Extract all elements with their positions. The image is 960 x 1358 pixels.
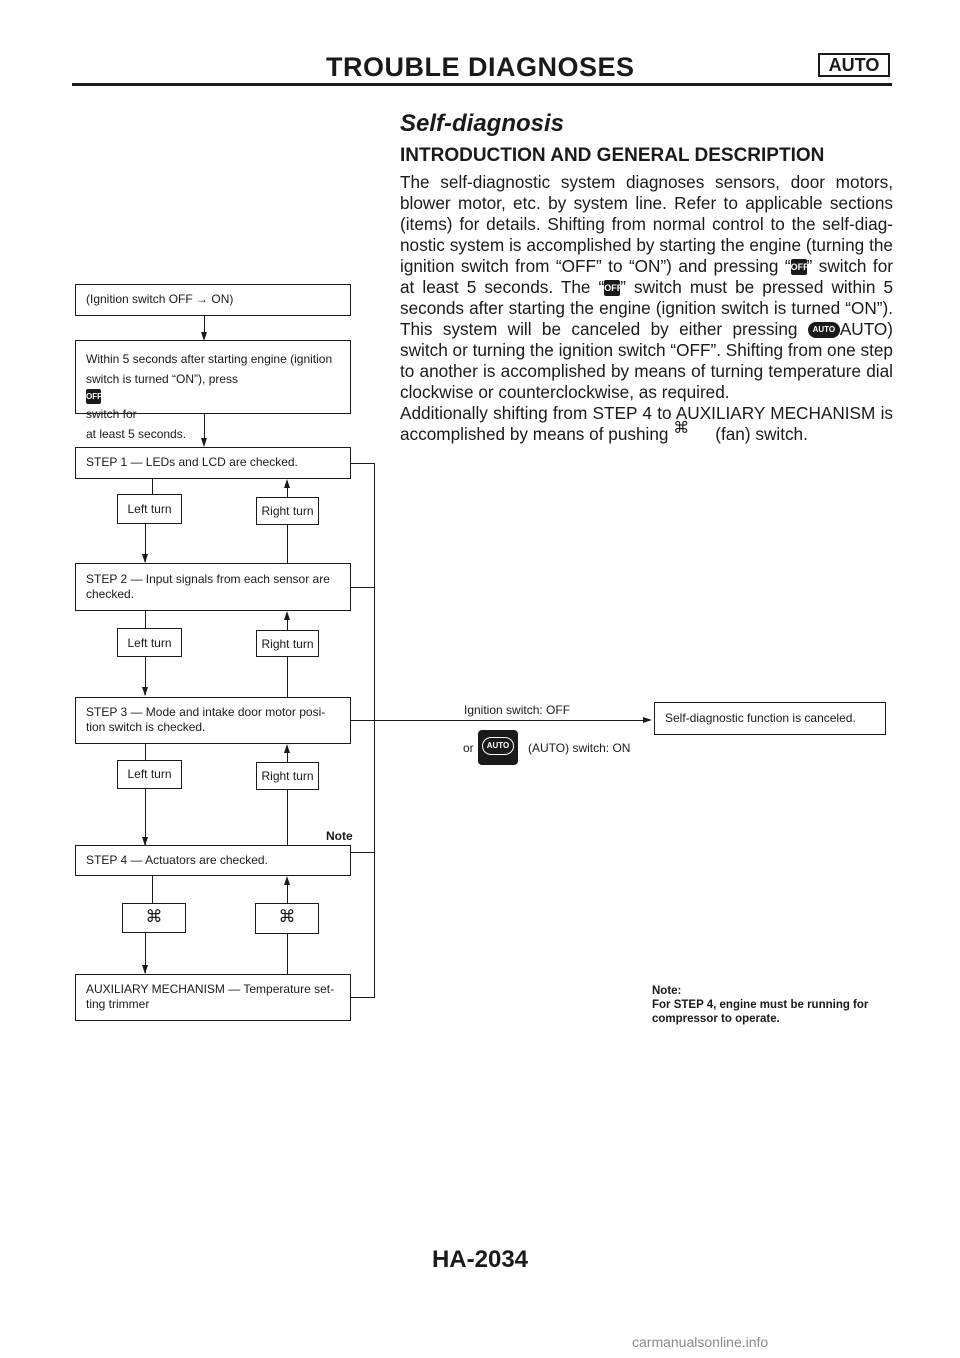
description-paragraph-2 <box>400 403 893 445</box>
off-switch-icon: OFF <box>86 389 101 404</box>
left-turn-label: Left turn <box>127 767 172 781</box>
flow-step4-text: STEP 4 — Actuators are checked. <box>86 853 268 867</box>
description-text <box>400 172 893 445</box>
flow-start-box <box>75 284 351 316</box>
page-header-title: TROUBLE DIAGNOSES <box>326 52 635 82</box>
flow-start-text: (Ignition switch OFF → ON) <box>86 292 234 306</box>
header-rule <box>72 83 892 86</box>
bracket-tick <box>351 852 375 853</box>
section-subtitle: INTRODUCTION AND GENERAL DESCRIPTION <box>400 145 825 166</box>
flow-step2-text-2: checked. <box>86 587 135 601</box>
para1-part-d: AUTO) switch or turning the ignition switch “OFF”. Shifting from one step to another is accomplished by means of turning temperature dial clockwise or counterclockwise, as required. <box>400 319 893 402</box>
description-paragraph-1 <box>400 172 893 403</box>
cancel-result-box <box>654 702 886 735</box>
auto-switch-icon-face: AUTO <box>482 737 514 755</box>
right-turn-label: Right turn <box>261 504 314 518</box>
flow-step3-text-1: STEP 3 — Mode and intake door motor posi- <box>86 705 326 719</box>
fan-switch-box <box>122 903 186 933</box>
connector-line <box>287 750 288 762</box>
flow-aux-text-2: ting trimmer <box>86 997 150 1011</box>
arrow-down-icon <box>201 438 207 447</box>
arrow-down-icon <box>142 965 148 974</box>
connector-line <box>152 479 153 494</box>
left-turn-box <box>117 628 182 657</box>
connector-line <box>287 790 288 845</box>
connector-line <box>152 876 153 903</box>
flow-step1-text: STEP 1 — LEDs and LCD are checked. <box>86 455 298 469</box>
right-turn-box <box>256 630 319 657</box>
connector-line <box>287 934 288 974</box>
para1-part-c: ” switch must be pressed within 5 seconds after starting the engine (ignition switch is turned “ON”). This system will be canceled by either pressing <box>400 277 893 339</box>
connector-line <box>287 882 288 903</box>
flow-within-line-2 <box>86 369 350 424</box>
flow-within-text-1: Within 5 seconds after starting engine (ignition <box>86 352 333 366</box>
flow-within-text-2: switch is turned “ON”), press <box>86 372 239 386</box>
arrow-down-icon <box>142 554 148 563</box>
fan-icon: ⌘ <box>278 907 296 926</box>
fan-icon: ⌘ <box>145 907 163 926</box>
fan-switch-box <box>255 903 319 934</box>
off-switch-icon: OFF <box>791 259 807 275</box>
fan-icon: ⌘ <box>673 420 690 437</box>
flow-auxiliary-box <box>75 974 351 1021</box>
watermark: carmanualsonline.info <box>632 1334 769 1350</box>
connector-line <box>145 744 146 760</box>
flow-within-box <box>75 340 351 441</box>
note-line-2: compressor to operate. <box>652 1013 780 1025</box>
connector-line <box>287 617 288 630</box>
flow-step1-box <box>75 447 351 479</box>
right-turn-label: Right turn <box>261 769 314 783</box>
connector-line <box>287 485 288 497</box>
right-turn-box <box>256 762 319 790</box>
flow-step2-text-1: STEP 2 — Input signals from each sensor are <box>86 572 330 586</box>
auto-switch-icon <box>478 730 518 765</box>
left-turn-label: Left turn <box>127 502 172 516</box>
note-label: Note: <box>652 985 682 997</box>
flow-within-text-4: at least 5 seconds. <box>86 427 187 441</box>
cancel-connector-line <box>351 720 645 721</box>
flow-step2-box <box>75 563 351 611</box>
section-title: Self-diagnosis <box>400 110 565 137</box>
cancel-condition-or: or <box>463 741 474 755</box>
para2-part-b: (fan) switch. <box>715 424 808 444</box>
flow-step4-box <box>75 845 351 876</box>
bracket-tick <box>351 463 375 464</box>
bracket-line <box>374 463 375 997</box>
connector-line <box>287 657 288 697</box>
connector-line <box>145 611 146 628</box>
cancel-condition-auto: (AUTO) switch: ON <box>528 741 631 755</box>
cancel-condition-ignition: Ignition switch: OFF <box>464 703 571 717</box>
bracket-tick <box>351 997 375 998</box>
off-switch-icon: OFF <box>604 280 620 296</box>
flow-step3-box <box>75 697 351 744</box>
connector-line <box>287 525 288 563</box>
right-turn-box <box>256 497 319 525</box>
flow-aux-text-1: AUXILIARY MECHANISM — Temperature set- <box>86 982 335 996</box>
left-turn-box <box>117 494 182 524</box>
cancel-result-text: Self-diagnostic function is canceled. <box>665 711 856 725</box>
para1-part-a: The self-diagnostic system diagnoses sensors, door motors, blower motor, etc. by system line. Refer to applicable sections (items) for details. Shifting from normal control to the self-diag- nostic system is accomplished by starting the engine (turning the ignition switch from “OFF” to “ON”) and pressing “ <box>400 172 893 276</box>
note-line-1: For STEP 4, engine must be running for <box>652 999 869 1011</box>
para2-part-a: Additionally shifting from STEP 4 to AUXILIARY MECHANISM is accomplished by means of pushing <box>400 403 893 444</box>
flow-step3-text-2: tion switch is checked. <box>86 720 206 734</box>
left-turn-box <box>117 760 182 789</box>
auto-switch-icon: AUTO <box>808 322 840 338</box>
right-turn-label: Right turn <box>261 637 314 651</box>
arrow-down-icon <box>142 687 148 696</box>
bracket-tick <box>351 587 375 588</box>
arrow-right-icon <box>643 717 652 723</box>
note-marker: Note <box>326 829 353 843</box>
step4-note <box>652 984 868 1026</box>
flow-within-text-3: switch for <box>86 407 137 421</box>
page-number: HA-2034 <box>431 1246 529 1273</box>
auto-badge: AUTO <box>818 53 890 77</box>
left-turn-label: Left turn <box>127 636 172 650</box>
para1-part-b: ” switch for at least 5 seconds. The “ <box>400 256 893 297</box>
